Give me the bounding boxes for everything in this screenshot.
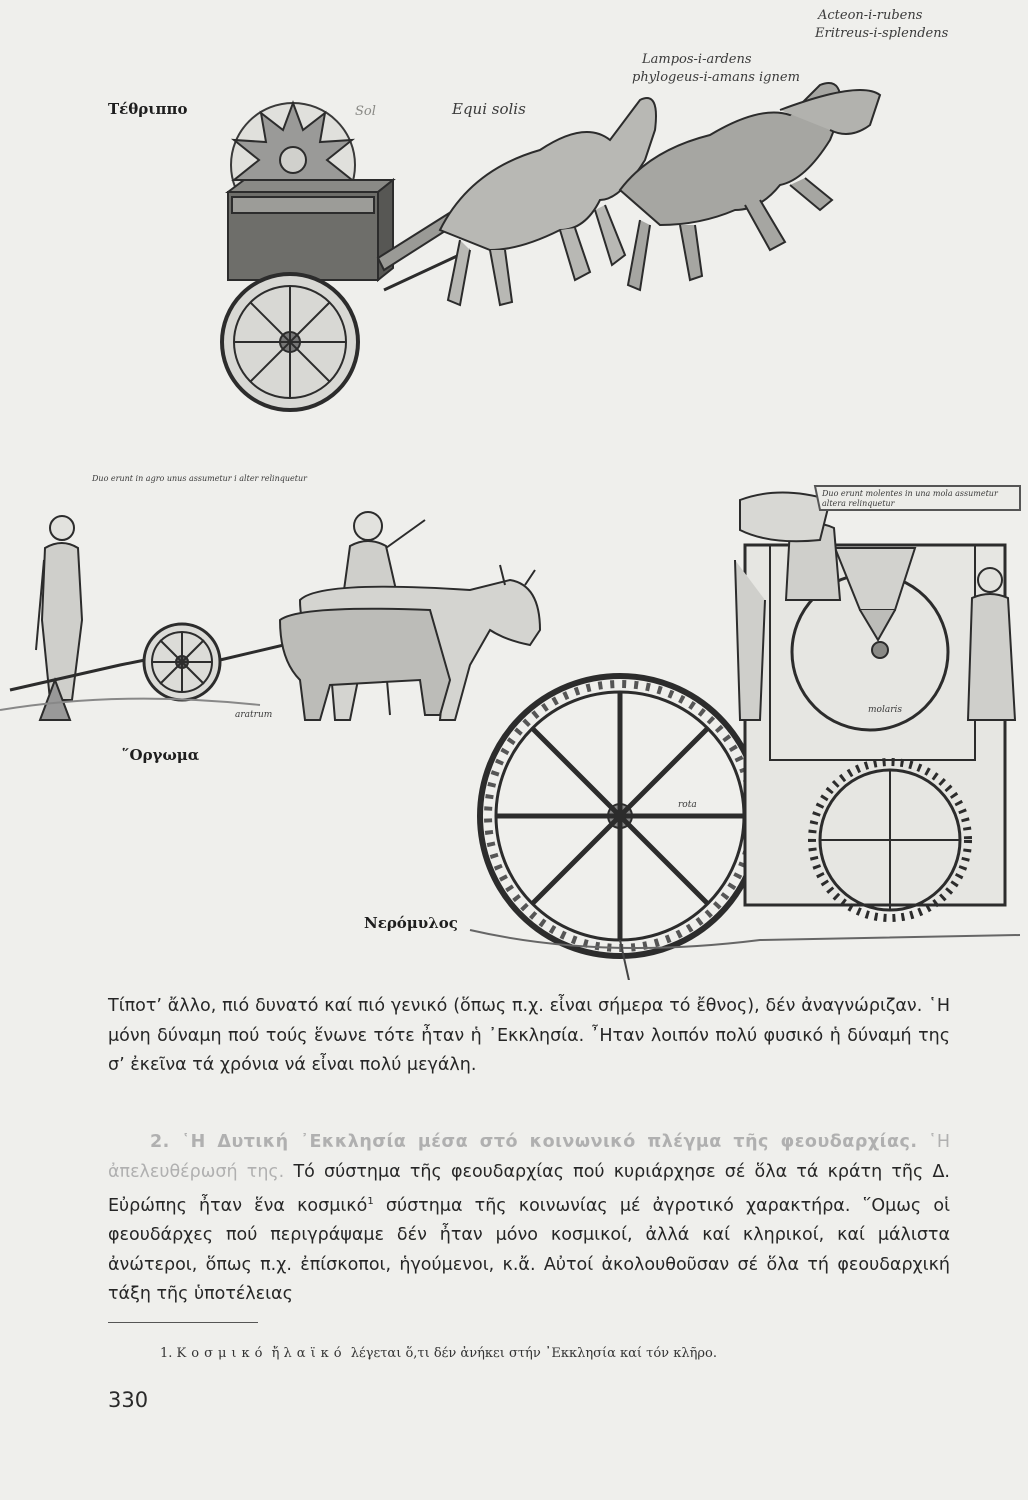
footnote-term-2: λαϊκό — [283, 1346, 347, 1361]
label-phylogeus: phylogeus-i-amans ignem — [632, 70, 800, 85]
paragraph-2-start: Τό σύστημα τῆς φεουδαρχίας πού κυριάρχησε σέ ὅλα τά κράτη τῆς Δ. Εὐρώπης ἦταν ἕνα κοσμικό — [108, 1161, 950, 1216]
label-eritreus: Eritreus-i-splendens — [815, 26, 949, 41]
footnote-marker[interactable]: 1 — [367, 1196, 374, 1207]
footnote-term-1: Κοσμικό — [176, 1346, 268, 1361]
label-acteon: Acteon-i-rubens — [818, 8, 923, 23]
section-title: 2. ῾Η Δυτική ᾿Εκκλησία μέσα στό κοινωνικό πλέγμα τῆς φεουδαρχίας. — [150, 1132, 918, 1152]
caption-neromylos: Νερόμυλος — [364, 914, 458, 932]
page-number: 330 — [108, 1388, 149, 1412]
label-aratrum: aratrum — [235, 710, 273, 720]
paragraph-1 — [108, 992, 950, 1081]
paragraph-2-end: σύστημα τῆς κοινωνίας μέ ἀγροτικό χαρακτήρα. ῞Ομως οἱ φεουδάρχες πού περιγράψαμε δέν ἦταν μόνο κοσμικοί, ἀλλά καί κληρικοί, καί μάλιστα ἀνώτεροι, ὅπως π.χ. ἐπίσκοποι, ἡγούμενοι, κ.ἄ. Αὐτοί ἀκολουθοῦσαν σέ ὅλα τή φεουδαρχική τάξη τῆς ὑποτέλειας — [108, 1195, 950, 1305]
label-lampos: Lampos-i-ardens — [642, 52, 752, 67]
ploughing-drawing — [0, 512, 540, 720]
sun-chariot-drawing — [222, 83, 880, 410]
footnote-divider — [108, 1322, 258, 1323]
watermill-drawing — [470, 486, 1020, 980]
footnote-rest: λέγεται ὅ,τι δέν ἀνήκει στήν ᾿Εκκλησία καί τόν κλῆρο. — [350, 1346, 717, 1361]
oxen — [280, 580, 540, 720]
caption-tethrippo: Τέθριππο — [108, 100, 188, 118]
footnote-or: ἤ — [271, 1346, 280, 1361]
paragraph-2 — [108, 1128, 950, 1310]
horse-1 — [440, 98, 656, 305]
label-rota: rota — [678, 800, 697, 810]
footnote — [160, 1346, 950, 1361]
label-equi-solis: Equi solis — [452, 100, 526, 118]
section-subtitle: ῾Η ἀπελευθέρωσή της. — [108, 1132, 950, 1182]
caption-orgoma: ῞Οργωμα — [122, 746, 200, 764]
label-molaris: molaris — [868, 705, 902, 715]
paragraph-2-text — [108, 1128, 950, 1310]
paragraph-1-text: Τίποτ’ ἄλλο, πιό δυνατό καί πιό γενικό (ὅπως π.χ. εἶναι σήμερα τό ἔθνος), δέν ἀναγνώριζαν. ῾Η μόνη δύναμη πού τούς ἕνωνε τότε ἦταν ἡ ᾿Εκκλησία. ῏Ηταν λοιπόν πολύ φυσικό ἡ δύναμή της σ’ ἐκεῖνα τά χρόνια νά εἶναι πολύ μεγάλη. — [108, 996, 950, 1075]
footnote-number: 1. — [160, 1346, 173, 1361]
label-sol: Sol — [355, 104, 376, 119]
label-duo-mola: Duo erunt molentes in una mola assumetur altera relinquetur — [822, 489, 998, 508]
label-duo-agro: Duo erunt in agro unus assumetur i alter relinquetur — [92, 474, 307, 483]
